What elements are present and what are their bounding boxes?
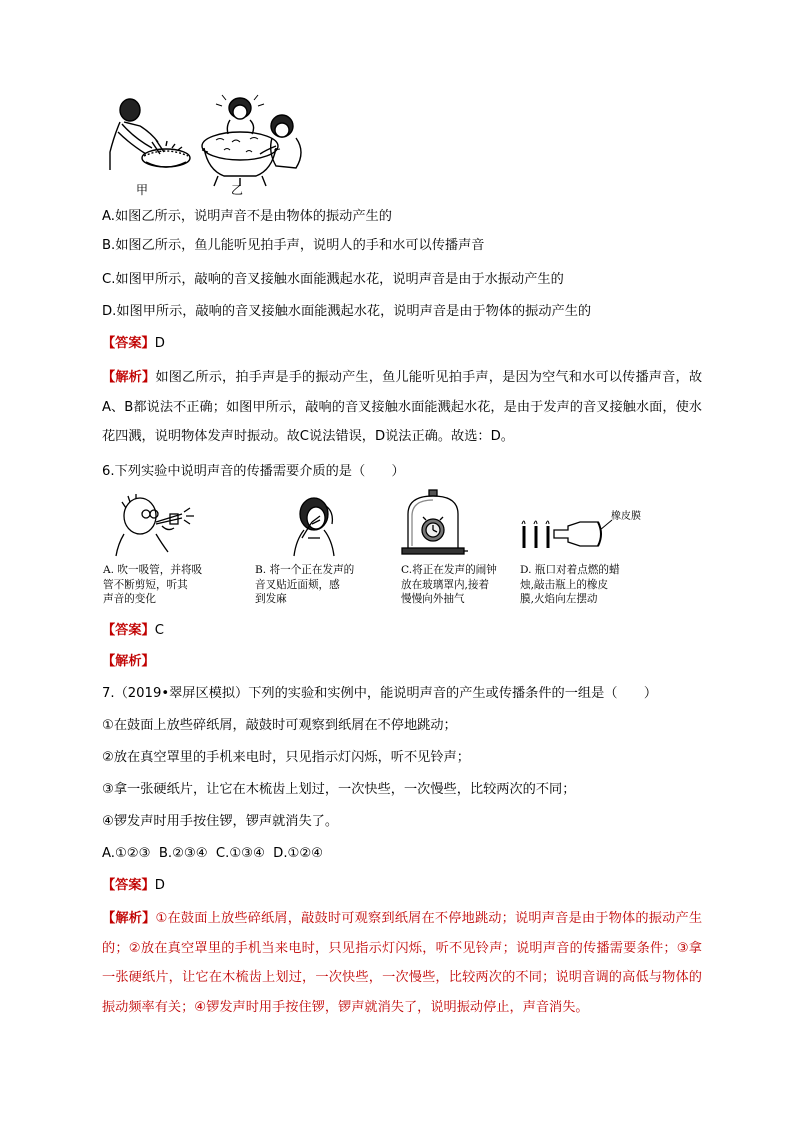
q5-option-c: C.如图甲所示，敲响的音叉接触水面能溅起水花，说明声音是由于水振动产生的 xyxy=(102,272,564,287)
q5-analysis xyxy=(102,363,702,452)
analysis-text: ①在鼓面上放些碎纸屑，敲鼓时可观察到纸屑在不停地跳动；说明声音是由于物体的振动产生的；②放在真空罩里的手机当来电时，只见指示灯闪烁，听不见铃声；说明声音的传播需要条件；③拿一张硬纸片，让它在木梳齿上划过，一次快些，一次慢些，比较两次的不同；说明音调的高低与物体的振动频率有关；④锣发声时用手按住锣，锣声就消失了，说明振动停止，声音消失。 xyxy=(102,911,703,1015)
q7-item-2: ②放在真空罩里的手机来电时，只见指示灯闪烁，听不见铃声； xyxy=(102,750,470,765)
q7-item-1: ①在鼓面上放些碎纸屑，敲鼓时可观察到纸屑在不停地跳动； xyxy=(102,718,457,733)
q6-caption-d: D. 瓶口对着点燃的蜡 烛,敲击瓶上的橡皮 膜,火焰向左摆动 xyxy=(520,564,620,605)
q7-answer xyxy=(102,876,165,896)
q5-option-a: A.如图乙所示，说明声音不是由物体的振动产生的 xyxy=(102,209,392,224)
q6-figure-a xyxy=(112,494,212,556)
analysis-tag: 【解析】 xyxy=(102,654,155,669)
answer-value: D xyxy=(154,336,165,351)
q7-options: A.①②③ B.②③④ C.①③④ D.①②④ xyxy=(102,846,323,861)
answer-value: C xyxy=(154,623,164,638)
q5-option-b: B.如图乙所示，鱼儿能听见拍手声，说明人的手和水可以传播声音 xyxy=(102,238,485,253)
q6-rubber-label: 橡皮膜 xyxy=(611,511,641,522)
q6-stem: 6.下列实验中说明声音的传播需要介质的是（ ） xyxy=(102,464,405,479)
q6-caption-b: B. 将一个正在发声的 音叉贴近面颊，感 到发麻 xyxy=(255,564,355,605)
q5-option-d: D.如图甲所示，敲响的音叉接触水面能溅起水花，说明声音是由于物体的振动产生的 xyxy=(102,304,592,319)
q6-caption-c: C.将正在发声的闹钟 放在玻璃罩内,接着 慢慢向外抽气 xyxy=(401,564,497,605)
analysis-tag: 【解析】 xyxy=(102,911,156,926)
q7-stem: 7.（2019•翠屏区模拟）下列的实验和实例中，能说明声音的产生或传播条件的一组是（ ） xyxy=(102,686,658,701)
q5-answer xyxy=(102,334,165,354)
q7-item-3: ③拿一张硬纸片，让它在木梳齿上划过，一次快些，一次慢些，比较两次的不同； xyxy=(102,782,576,797)
q6-figure-d xyxy=(518,516,618,556)
analysis-text: 如图乙所示，拍手声是手的振动产生，鱼儿能听见拍手声，是因为空气和水可以传播声音，故A、B都说法不正确；如图甲所示，敲响的音叉接触水面能溅起水花，是由于发声的音叉接触水面，使水花四溅，说明物体发声时振动。故C说法错误，D说法正确。故选：D。 xyxy=(102,370,703,444)
q7-item-4: ④锣发声时用手按住锣，锣声就消失了。 xyxy=(102,814,339,829)
q7-analysis xyxy=(102,904,702,1022)
analysis-tag: 【解析】 xyxy=(102,370,156,385)
q5-figure-label-jia: 甲 xyxy=(136,183,149,197)
answer-tag: 【答案】 xyxy=(102,878,155,893)
q6-caption-a: A. 吹一吸管，并将吸 管不断剪短，听其 声音的变化 xyxy=(103,564,203,605)
answer-tag: 【答案】 xyxy=(102,623,155,638)
answer-tag: 【答案】 xyxy=(102,336,155,351)
q5-figure-label-yi: 乙 xyxy=(231,183,244,197)
q5-figure xyxy=(100,92,330,196)
q6-analysis xyxy=(102,652,155,672)
q6-answer xyxy=(102,621,164,641)
q6-figure-c xyxy=(398,488,468,560)
q6-figure-b xyxy=(268,494,358,556)
answer-value: D xyxy=(154,878,165,893)
